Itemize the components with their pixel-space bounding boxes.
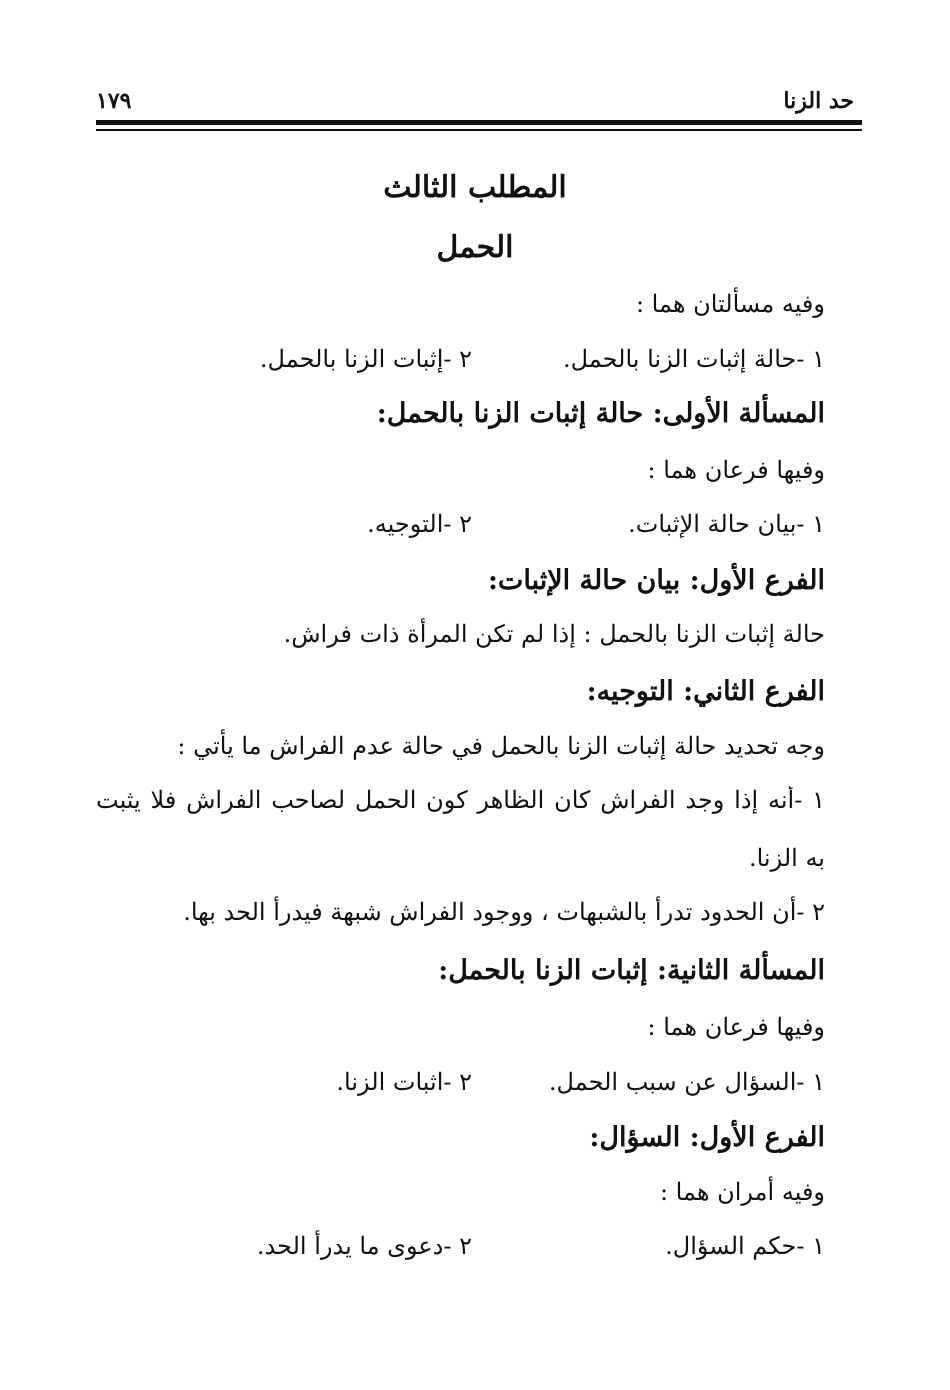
header-rule-thick — [96, 120, 862, 125]
paragraph: وفيه مسألتان هما : — [635, 290, 825, 318]
paragraph: ١ -أنه إذا وجد الفراش كان الظاهر كون الحمل لصاحب الفراش فلا يثبت — [96, 786, 825, 814]
subheading: الفرع الأول: السؤال: — [589, 1122, 825, 1153]
topic-heading: الحمل — [436, 230, 514, 265]
section-heading: المطلب الثالث — [383, 170, 567, 205]
page-number: ١٧٩ — [96, 88, 132, 114]
list-item: ٢ -دعوى ما يدرأ الحد. — [256, 1232, 472, 1260]
paragraph: وفيها فرعان هما : — [647, 456, 825, 484]
list-item: ٢ -اثبات الزنا. — [336, 1068, 472, 1096]
paragraph: وجه تحديد حالة إثبات الزنا بالحمل في حالة عدم الفراش ما يأتي : — [177, 732, 825, 760]
paragraph: حالة إثبات الزنا بالحمل : إذا لم تكن المرأة ذات فراش. — [283, 620, 825, 648]
list-item: ١ -حكم السؤال. — [665, 1232, 825, 1260]
subheading: المسألة الثانية: إثبات الزنا بالحمل: — [438, 955, 825, 986]
list-item: ٢ -إثبات الزنا بالحمل. — [259, 345, 472, 373]
subheading: المسألة الأولى: حالة إثبات الزنا بالحمل: — [376, 398, 825, 429]
list-item: ٢ -التوجيه. — [367, 510, 472, 538]
list-item: ١ -السؤال عن سبب الحمل. — [548, 1068, 825, 1096]
paragraph: به الزنا. — [748, 844, 825, 872]
paragraph: ٢ -أن الحدود تدرأ بالشبهات ، ووجود الفراش شبهة فيدرأ الحد بها. — [183, 898, 825, 926]
running-header-title: حد الزنا — [783, 88, 854, 114]
list-item: ١ -حالة إثبات الزنا بالحمل. — [562, 345, 825, 373]
paragraph: وفيه أمران هما : — [659, 1178, 825, 1206]
subheading: الفرع الأول: بيان حالة الإثبات: — [487, 565, 825, 596]
list-item: ١ -بيان حالة الإثبات. — [628, 510, 825, 538]
subheading: الفرع الثاني: التوجيه: — [586, 676, 825, 707]
header-rule-thin — [96, 129, 862, 131]
paragraph: وفيها فرعان هما : — [647, 1013, 825, 1041]
